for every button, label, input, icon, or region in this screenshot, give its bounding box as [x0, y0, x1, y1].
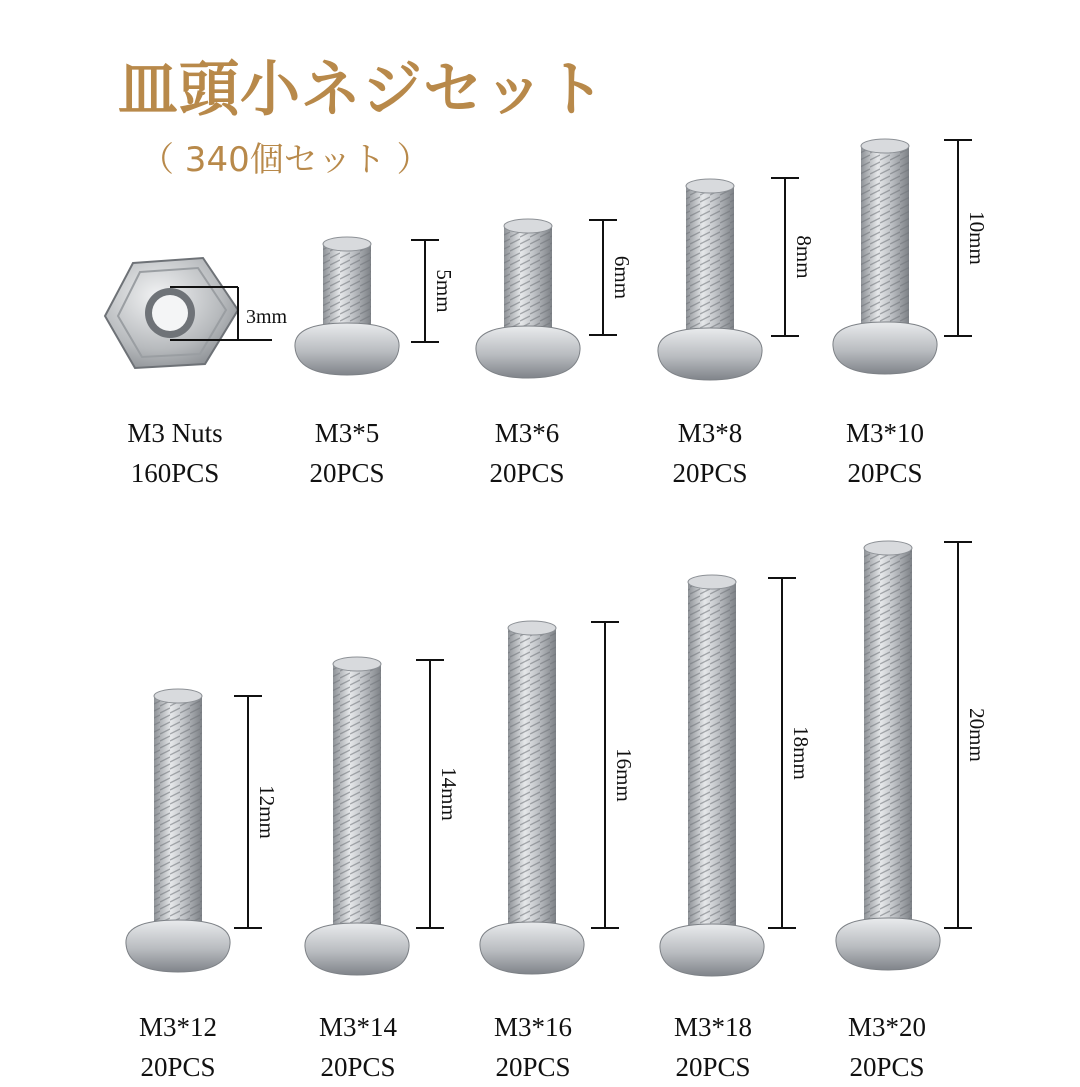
item-caption [443, 1007, 623, 1087]
nut-dimension-label: 3mm [246, 306, 288, 328]
dimension-label: 5mm [432, 269, 456, 313]
screw-image [295, 237, 399, 375]
item-caption [257, 413, 437, 493]
item-caption [268, 1007, 448, 1087]
dimension-label: 8mm [792, 235, 816, 279]
item-quantity: 20PCS [672, 458, 748, 488]
dimension-label: 20mm [965, 708, 989, 762]
item-quantity: 160PCS [130, 458, 220, 488]
item-quantity: 20PCS [320, 1052, 396, 1082]
hex-nut-image [105, 258, 238, 368]
item-quantity: 20PCS [489, 458, 565, 488]
item-name: M3*12 [138, 1012, 217, 1042]
dimension-label: 12mm [255, 785, 279, 839]
set-count-subtitle: （ 340個セット ） [140, 140, 431, 180]
item-name: M3*5 [314, 418, 380, 448]
item-quantity: 20PCS [140, 1052, 216, 1082]
item-caption [88, 1007, 268, 1087]
screw-image [660, 575, 764, 976]
product-title: 皿頭小ネジセット [118, 55, 606, 125]
dimension-label: 18mm [789, 726, 813, 780]
item-quantity: 20PCS [849, 1052, 925, 1082]
item-name: M3*16 [493, 1012, 572, 1042]
item-name: M3*18 [673, 1012, 752, 1042]
item-quantity: 20PCS [847, 458, 923, 488]
item-name: M3*8 [677, 418, 743, 448]
screw-image [476, 219, 580, 378]
item-caption [795, 413, 975, 493]
item-name: M3*14 [318, 1012, 397, 1042]
item-caption [85, 413, 265, 493]
item-name: M3*20 [847, 1012, 926, 1042]
item-caption [797, 1007, 977, 1087]
screw-image [305, 657, 409, 975]
screw-image [126, 689, 230, 972]
item-quantity: 20PCS [495, 1052, 571, 1082]
item-name: M3*6 [494, 418, 560, 448]
item-quantity: 20PCS [675, 1052, 751, 1082]
screw-image [836, 541, 940, 970]
screw-image [480, 621, 584, 974]
dimension-label: 6mm [610, 255, 634, 300]
item-caption [437, 413, 617, 493]
dimension-label: 14mm [437, 767, 461, 821]
dimension-label: 10mm [965, 211, 989, 265]
dimension-label: 16mm [612, 748, 636, 802]
item-quantity: 20PCS [309, 458, 385, 488]
screw-image [833, 139, 937, 374]
item-caption [620, 413, 800, 493]
item-caption [623, 1007, 803, 1087]
item-name: M3 Nuts [127, 418, 223, 448]
item-name: M3*10 [845, 418, 924, 448]
screw-image [658, 179, 762, 380]
